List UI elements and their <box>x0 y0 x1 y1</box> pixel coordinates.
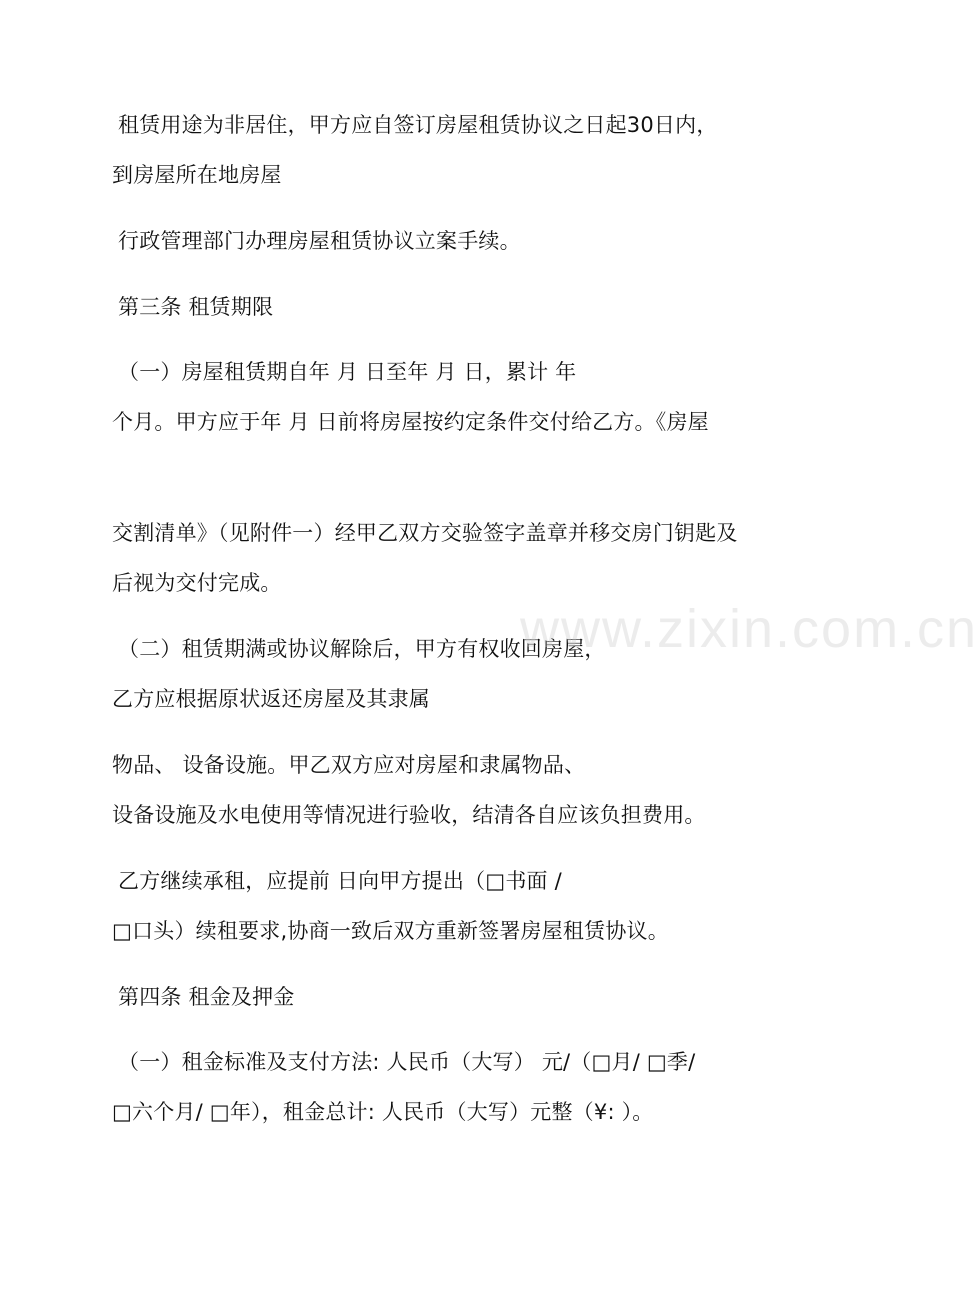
paragraph-line-8: 后视为交付完成。 <box>112 571 282 595</box>
paragraph-line-10: 乙方应根据原状返还房屋及其隶属 <box>112 687 430 711</box>
paragraph-line-1: 租赁用途为非居住，甲方应自签订房屋租赁协议之日起30日内， <box>118 113 718 137</box>
section-heading-article-3: 第三条 租赁期限 <box>118 295 274 319</box>
paragraph-line-3: 行政管理部门办理房屋租赁协议立案手续。 <box>118 229 521 253</box>
paragraph-line-16: （一）租金标准及支付方法: 人民币（大写） 元/（□月/ □季/ <box>118 1050 696 1074</box>
paragraph-line-14: □口头）续租要求,协商一致后双方重新签署房屋租赁协议。 <box>112 919 669 943</box>
paragraph-line-17: □六个月/ □年），租金总计: 人民币（大写）元整（¥: ）。 <box>112 1100 654 1124</box>
watermark: www.zixin.com.cn <box>520 599 978 659</box>
paragraph-line-2: 到房屋所在地房屋 <box>112 163 282 187</box>
paragraph-line-11: 物品、 设备设施。甲乙双方应对房屋和隶属物品、 <box>112 753 586 777</box>
section-heading-article-4: 第四条 租金及押金 <box>118 985 295 1009</box>
paragraph-line-9: （二）租赁期满或协议解除后，甲方有权收回房屋， <box>118 637 606 661</box>
paragraph-line-13: 乙方继续承租，应提前 日向甲方提出（□书面 / <box>118 869 562 893</box>
paragraph-line-12: 设备设施及水电使用等情况进行验收，结清各自应该负担费用。 <box>112 803 706 827</box>
paragraph-line-6: 个月。甲方应于年 月 日前将房屋按约定条件交付给乙方。《房屋 <box>112 410 709 434</box>
paragraph-line-7: 交割清单》（见附件一）经甲乙双方交验签字盖章并移交房门钥匙及 <box>112 521 738 545</box>
paragraph-line-5: （一）房屋租赁期自年 月 日至年 月 日，累计 年 <box>118 360 577 384</box>
